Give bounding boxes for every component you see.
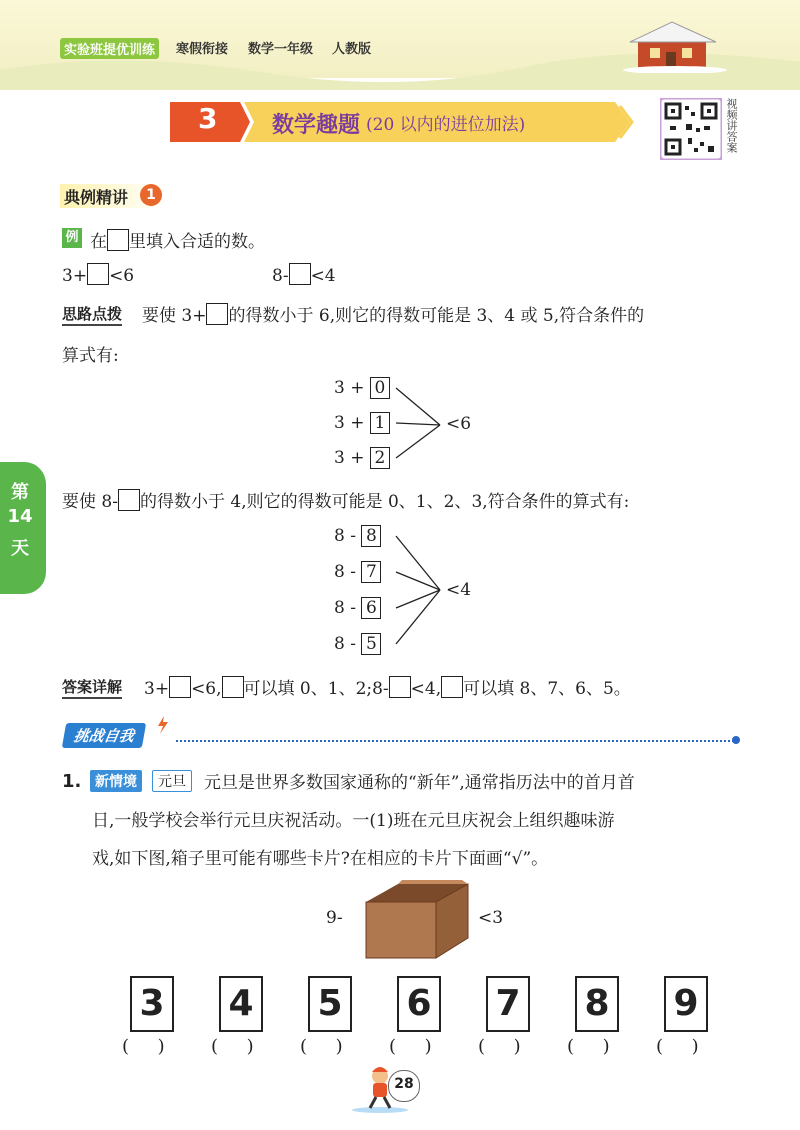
blank-box bbox=[222, 676, 244, 698]
equation-1-right: <6 bbox=[109, 266, 135, 286]
answer-part-4: <4, bbox=[410, 679, 442, 699]
question-number: 1. bbox=[62, 771, 82, 792]
qr-label: 视频讲答案 bbox=[725, 98, 738, 153]
group1-value-box: 1 bbox=[370, 412, 390, 434]
challenge-label: 挑战自我 bbox=[62, 723, 146, 748]
question-tag-new-context: 新情境 bbox=[90, 770, 142, 792]
equation-2-left: 8- bbox=[272, 266, 289, 286]
group1-prefix: 3 + bbox=[334, 413, 365, 433]
number-card-8: 8 bbox=[575, 976, 619, 1032]
answer-blank-9[interactable]: ( ) bbox=[656, 1036, 699, 1057]
group2-row bbox=[334, 633, 381, 655]
analysis-line-1 bbox=[142, 301, 644, 326]
number-card-9: 9 bbox=[664, 976, 708, 1032]
blank-box bbox=[289, 263, 311, 285]
section-heading: 典例精讲 bbox=[64, 188, 129, 207]
cardboard-box-illustration bbox=[362, 880, 472, 960]
answer-part-5: 可以填 8、7、6、5。 bbox=[463, 679, 631, 699]
group2-row bbox=[334, 561, 381, 583]
group2-value-box: 5 bbox=[361, 633, 381, 655]
group1-prefix: 3 + bbox=[334, 448, 365, 468]
group2-prefix: 8 - bbox=[334, 562, 356, 582]
blank-box bbox=[206, 303, 228, 325]
group1-result: <6 bbox=[446, 414, 472, 434]
group1-prefix: 3 + bbox=[334, 378, 365, 398]
blank-box bbox=[389, 676, 411, 698]
side-tab-line2: 14 bbox=[7, 506, 33, 527]
answer-blank-4[interactable]: ( ) bbox=[211, 1036, 254, 1057]
group1-value-box: 2 bbox=[370, 447, 390, 469]
group1-row bbox=[334, 377, 390, 399]
analysis-line-3 bbox=[62, 487, 629, 512]
number-card-5: 5 bbox=[308, 976, 352, 1032]
blank-box bbox=[169, 676, 191, 698]
equation-2-right: <4 bbox=[310, 266, 336, 286]
group1-row bbox=[334, 447, 390, 469]
answer-part-3: 可以填 0、1、2;8- bbox=[243, 679, 389, 699]
blank-box bbox=[107, 229, 129, 251]
group2-connector-lines bbox=[394, 528, 446, 653]
topic-subtitle: (20 以内的进位加法) bbox=[366, 115, 526, 135]
topic-title: 数学趣题 bbox=[272, 113, 361, 138]
lightning-icon bbox=[156, 716, 170, 734]
group2-value-box: 7 bbox=[361, 561, 381, 583]
dotted-divider bbox=[176, 740, 734, 742]
example-prompt-b: 里填入合适的数。 bbox=[129, 232, 265, 252]
example-prompt-a: 在 bbox=[90, 232, 107, 252]
box-left-expression: 9- bbox=[326, 908, 343, 928]
answer-label: 答案详解 bbox=[62, 676, 122, 699]
answer-blank-7[interactable]: ( ) bbox=[478, 1036, 521, 1057]
header-series: 实验班提优训练 bbox=[60, 38, 159, 59]
equation-1-left: 3+ bbox=[62, 266, 88, 286]
example-badge: 例 bbox=[62, 228, 82, 248]
analysis-line-3-a: 要使 8- bbox=[62, 492, 118, 512]
question-tag-topic: 元旦 bbox=[152, 770, 192, 792]
answer-part-2: <6, bbox=[191, 679, 222, 699]
example-equation-2 bbox=[272, 263, 336, 286]
header-edition: 人教版 bbox=[332, 42, 372, 57]
answer-blank-6[interactable]: ( ) bbox=[389, 1036, 432, 1057]
question-line-3: 戏,如下图,箱子里可能有哪些卡片?在相应的卡片下面画“√”。 bbox=[92, 849, 549, 869]
group2-result: <4 bbox=[446, 580, 472, 600]
question-line-1: 元旦是世界多数国家通称的“新年”,通常指历法中的首月首 bbox=[204, 773, 635, 793]
house-illustration bbox=[620, 18, 730, 73]
section-number-badge: 1 bbox=[140, 184, 162, 206]
blank-box bbox=[87, 263, 109, 285]
analysis-line-3-b: 的得数小于 4,则它的得数可能是 0、1、2、3,符合条件的算式有: bbox=[139, 492, 630, 512]
page-number: 28 bbox=[394, 1076, 414, 1092]
group2-prefix: 8 - bbox=[334, 634, 356, 654]
number-card-6: 6 bbox=[397, 976, 441, 1032]
blank-box bbox=[118, 489, 140, 511]
header-grade: 数学一年级 bbox=[248, 42, 314, 57]
group2-row bbox=[334, 597, 381, 619]
header-subtitle: 寒假衔接 bbox=[176, 42, 229, 57]
blank-box bbox=[441, 676, 463, 698]
answer-line bbox=[144, 674, 631, 699]
group1-row bbox=[334, 412, 390, 434]
qr-code-icon bbox=[660, 98, 722, 160]
group2-value-box: 6 bbox=[361, 597, 381, 619]
answer-blank-3[interactable]: ( ) bbox=[122, 1036, 165, 1057]
number-card-3: 3 bbox=[130, 976, 174, 1032]
answer-part-1: 3+ bbox=[144, 679, 170, 699]
analysis-line-1-b: 的得数小于 6,则它的得数可能是 3、4 或 5,符合条件的 bbox=[228, 306, 645, 326]
answer-blank-5[interactable]: ( ) bbox=[300, 1036, 343, 1057]
number-card-4: 4 bbox=[219, 976, 263, 1032]
answer-blank-8[interactable]: ( ) bbox=[567, 1036, 610, 1057]
question-line-2: 日,一般学校会举行元旦庆祝活动。一(1)班在元旦庆祝会上组织趣味游 bbox=[92, 811, 615, 831]
group2-prefix: 8 - bbox=[334, 598, 356, 618]
group2-row bbox=[334, 525, 381, 547]
analysis-line-2: 算式有: bbox=[62, 346, 119, 366]
side-tab-line1: 第 bbox=[11, 482, 29, 503]
example-prompt bbox=[90, 227, 265, 252]
side-tab-line3: 天 bbox=[11, 538, 29, 559]
group1-value-box: 0 bbox=[370, 377, 390, 399]
group1-connector-lines bbox=[394, 380, 446, 470]
example-equation-1 bbox=[62, 263, 134, 286]
analysis-line-1-a: 要使 3+ bbox=[142, 306, 207, 326]
analysis-label: 思路点拨 bbox=[62, 303, 122, 326]
box-right-expression: <3 bbox=[478, 908, 504, 928]
divider-end-dot bbox=[732, 736, 740, 744]
topic-number: 3 bbox=[198, 102, 218, 135]
group2-value-box: 8 bbox=[361, 525, 381, 547]
group2-prefix: 8 - bbox=[334, 526, 356, 546]
number-card-7: 7 bbox=[486, 976, 530, 1032]
